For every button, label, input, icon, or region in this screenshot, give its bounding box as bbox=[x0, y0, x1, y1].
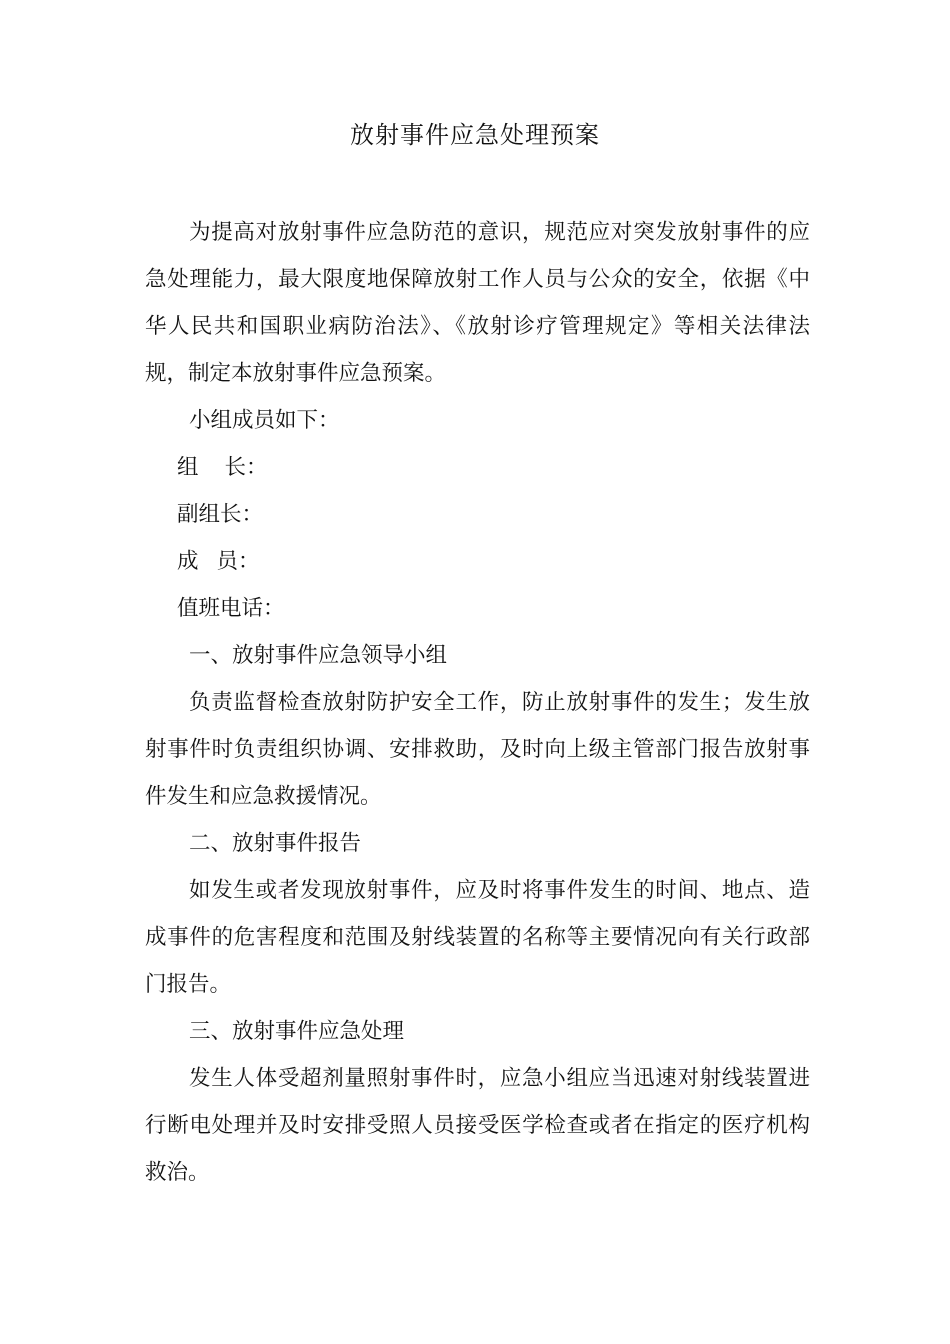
deputy-leader-line bbox=[145, 491, 810, 538]
members-line bbox=[145, 538, 810, 585]
section-text-1: 负责监督检查放射防护安全工作，防止放射事件的发生；发生放射事件时负责组织协调、安排救助，及时向上级主管部门报告放射事件发生和应急救援情况。 bbox=[145, 690, 810, 809]
intro-paragraph: 为提高对放射事件应急防范的意识，规范应对突发放射事件的应急处理能力，最大限度地保障放射工作人员与公众的安全，依据《中华人民共和国职业病防治法》、《放射诊疗管理规定》等相关法律法规，制定本放射事件应急预案。 bbox=[145, 220, 810, 386]
section-heading-1: 一、放射事件应急领导小组 bbox=[189, 643, 448, 668]
leader-label-part1: 组 bbox=[177, 455, 199, 480]
deputy-leader-label: 副组长： bbox=[177, 502, 264, 527]
members-heading: 小组成员如下： bbox=[189, 408, 340, 433]
duty-phone-line bbox=[145, 585, 810, 632]
document-body bbox=[145, 209, 810, 1196]
member-label-part1: 成 bbox=[177, 549, 199, 574]
duty-phone-label: 值班电话： bbox=[177, 596, 285, 621]
leader-label-part2: 长： bbox=[224, 455, 268, 480]
section-heading-2: 二、放射事件报告 bbox=[189, 831, 362, 856]
section-heading-3: 三、放射事件应急处理 bbox=[189, 1019, 405, 1044]
document-title: 放射事件应急处理预案 bbox=[350, 121, 600, 149]
member-label-part2: 员： bbox=[216, 549, 260, 574]
leader-line bbox=[145, 444, 810, 491]
section-text-2: 如发生或者发现放射事件，应及时将事件发生的时间、地点、造成事件的危害程度和范围及射线装置的名称等主要情况向有关行政部门报告。 bbox=[145, 878, 810, 997]
section-text-3: 发生人体受超剂量照射事件时，应急小组应当迅速对射线装置进行断电处理并及时安排受照人员接受医学检查或者在指定的医疗机构救治。 bbox=[145, 1066, 810, 1185]
